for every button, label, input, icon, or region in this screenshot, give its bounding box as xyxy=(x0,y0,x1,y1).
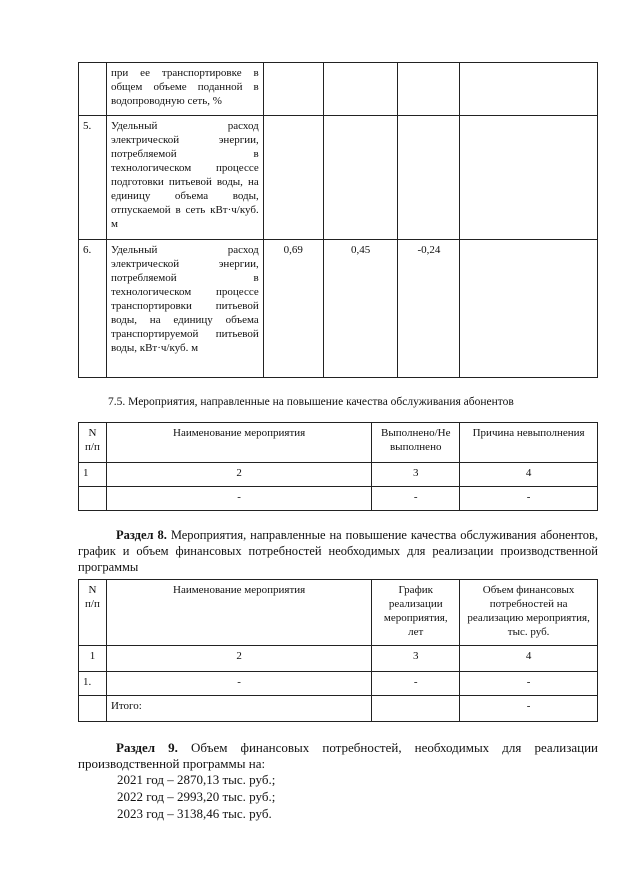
indicator-name: при ее транспортировке в общем объеме поданной в водопроводную сеть, % xyxy=(106,63,263,116)
service-measures-table xyxy=(78,422,598,511)
cell xyxy=(79,696,107,722)
section-7-5-title: 7.5. Мероприятия, направленные на повышение качества обслуживания абонентов xyxy=(108,396,514,408)
table-header-row xyxy=(79,580,598,646)
cell: - xyxy=(372,672,460,696)
table-row xyxy=(79,240,598,378)
section-9-text: Объем финансовых потребностей, необходимых для реализации производственной программы на: xyxy=(78,740,599,771)
financial-needs-table xyxy=(78,579,598,722)
section-8-label: Раздел 8. xyxy=(116,528,167,542)
section-9-label: Раздел 9. xyxy=(116,740,178,755)
table-row xyxy=(79,487,598,511)
table-row xyxy=(79,463,598,487)
column-number: 4 xyxy=(460,646,598,672)
indicator-value xyxy=(398,63,460,116)
year-amount-2022: 2022 год – 2993,20 тыс. руб.; xyxy=(117,789,276,804)
table-row xyxy=(79,672,598,696)
cell: - xyxy=(106,672,371,696)
cell: - xyxy=(372,487,460,511)
section-8-text: Мероприятия, направленные на повышение качества обслуживания абонентов, график и объем финансовых потребностей необходимых для реализации производственной программы xyxy=(78,528,598,574)
indicator-value: 0,45 xyxy=(323,240,398,378)
column-number: 3 xyxy=(372,463,460,487)
indicator-value xyxy=(263,116,323,240)
year-amount-2023: 2023 год – 3138,46 тыс. руб. xyxy=(117,806,272,821)
cell: - xyxy=(460,487,598,511)
header-completed: Выполнено/Не выполнено xyxy=(372,423,460,463)
header-reason: Причина невыполнения xyxy=(460,423,598,463)
column-number: 1 xyxy=(79,646,107,672)
indicator-value xyxy=(398,116,460,240)
cell: - xyxy=(460,672,598,696)
cell: 1. xyxy=(79,672,107,696)
header-measure-name: Наименование мероприятия xyxy=(106,580,371,646)
column-number: 4 xyxy=(460,463,598,487)
cell xyxy=(372,696,460,722)
indicator-value xyxy=(460,116,598,240)
indicator-value xyxy=(460,240,598,378)
column-number: 3 xyxy=(372,646,460,672)
column-number: 2 xyxy=(106,646,371,672)
column-number: 1 xyxy=(79,463,107,487)
table-total-row xyxy=(79,696,598,722)
indicator-value: -0,24 xyxy=(398,240,460,378)
table-header-row xyxy=(79,423,598,463)
row-number: 6. xyxy=(79,240,107,378)
header-financial-volume: Объем финансовых потребностей на реализацию мероприятия, тыс. руб. xyxy=(460,580,598,646)
cell xyxy=(79,487,107,511)
total-value: - xyxy=(460,696,598,722)
row-number: 5. xyxy=(79,116,107,240)
indicators-table xyxy=(78,62,598,378)
header-schedule: График реализации мероприятия, лет xyxy=(372,580,460,646)
indicator-value xyxy=(323,116,398,240)
indicator-name: Удельный расход электрической энергии, потребляемой в технологическом процессе подготовки питьевой воды, на единицу объема воды, отпускаемой в сеть кВт·ч/куб. м xyxy=(106,116,263,240)
section-9-paragraph xyxy=(78,740,598,772)
table-row xyxy=(79,116,598,240)
indicator-value xyxy=(263,63,323,116)
indicator-value xyxy=(460,63,598,116)
column-number: 2 xyxy=(106,463,371,487)
table-row xyxy=(79,646,598,672)
indicator-name: Удельный расход электрической энергии, потребляемой в технологическом процессе транспортировки питьевой воды, на единицу объема транспортируемой питьевой воды, кВт·ч/куб. м xyxy=(106,240,263,378)
indicator-value: 0,69 xyxy=(263,240,323,378)
cell: - xyxy=(106,487,371,511)
section-8-paragraph xyxy=(78,527,598,575)
header-number: N п/п xyxy=(79,580,107,646)
indicator-value xyxy=(323,63,398,116)
year-amount-2021: 2021 год – 2870,13 тыс. руб.; xyxy=(117,772,276,787)
header-number: N п/п xyxy=(79,423,107,463)
table-row xyxy=(79,63,598,116)
total-label: Итого: xyxy=(106,696,371,722)
header-measure-name: Наименование мероприятия xyxy=(106,423,371,463)
row-number xyxy=(79,63,107,116)
